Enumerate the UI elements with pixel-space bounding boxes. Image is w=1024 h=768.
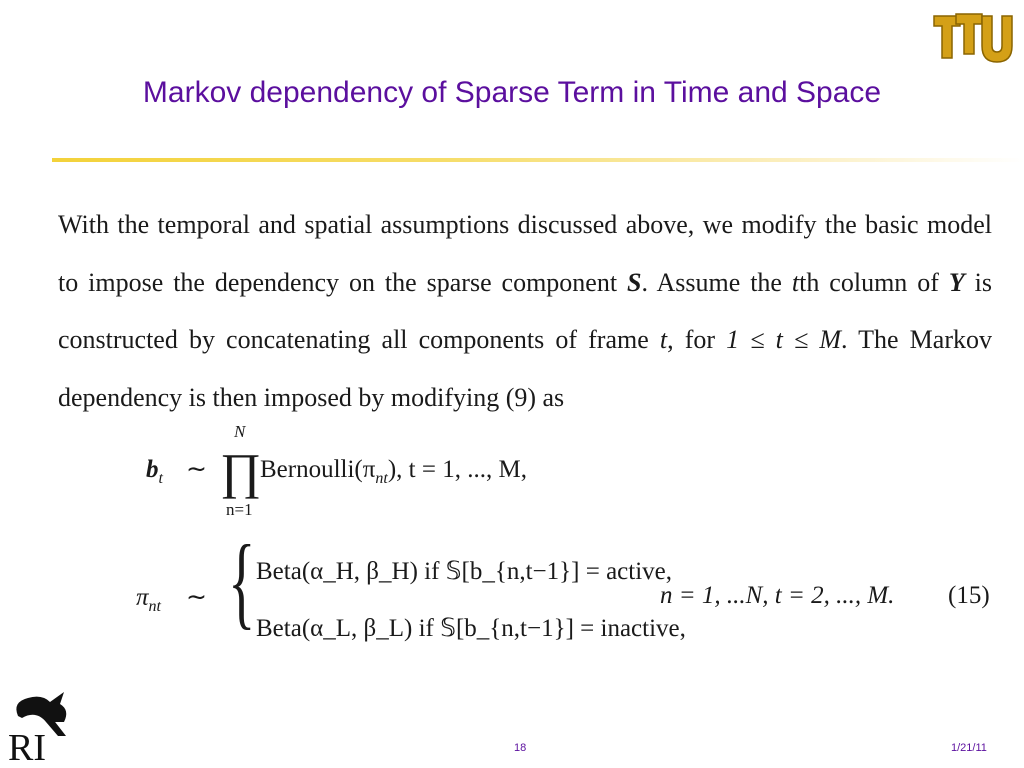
pi-symbol: π (136, 584, 149, 611)
eq-sim-1: ∼ (186, 456, 207, 483)
eq-range: n = 1, ...N, t = 2, ..., M. (660, 582, 895, 609)
math-range: 1 ≤ t ≤ M (726, 325, 841, 354)
prod-upper-limit: N (234, 422, 246, 441)
paragraph-text: . Assume the (641, 267, 792, 297)
equation-number: (15) (948, 582, 990, 609)
pi-subscript: nt (148, 598, 161, 615)
paragraph-text: th column of (799, 267, 949, 297)
body-paragraph (58, 196, 992, 426)
eq-b-subscript: t (158, 470, 163, 487)
eq-bernoulli (260, 456, 527, 488)
math-t: t (659, 325, 668, 354)
eq-b-symbol: b (146, 456, 159, 483)
math-t: t (791, 267, 800, 297)
ri-logo-text: RI (8, 727, 46, 764)
ri-logo (6, 688, 78, 764)
bernoulli-subscript: nt (375, 470, 388, 487)
eq-pi (136, 584, 161, 616)
prod-lower-limit: n=1 (226, 500, 253, 519)
title-divider (52, 158, 1024, 162)
bernoulli-text: Bernoulli(π (260, 456, 376, 483)
product-symbol: ∏ (220, 443, 262, 499)
paragraph-text: is constructed by concatenating all components of frame (58, 267, 992, 354)
page-number: 18 (514, 742, 527, 754)
math-Y: Y (948, 267, 965, 297)
eq-bt (146, 456, 163, 488)
slide-date: 1/21/11 (951, 742, 987, 754)
ttu-logo (930, 8, 1014, 64)
case-inactive: Beta(α_L, β_L) if 𝕊[b_{n,t−1}] = inactive, (256, 615, 686, 642)
math-S: S (627, 267, 642, 297)
bernoulli-tail: ), t = 1, ..., M, (387, 456, 527, 483)
paragraph-text: , for (667, 325, 727, 354)
paragraph-text: . The Markov dependency is then imposed by modifying (9) as (58, 325, 992, 412)
case-active: Beta(α_H, β_H) if 𝕊[b_{n,t−1}] = active, (256, 558, 673, 585)
slide-title: Markov dependency of Sparse Term in Time and Space (142, 76, 882, 109)
cases-brace: { (228, 524, 256, 639)
paragraph-text: With the temporal and spatial assumptions discussed above, we modify the basic model to impose the dependency on the sparse component (58, 210, 992, 297)
eq-sim-2: ∼ (186, 584, 207, 611)
